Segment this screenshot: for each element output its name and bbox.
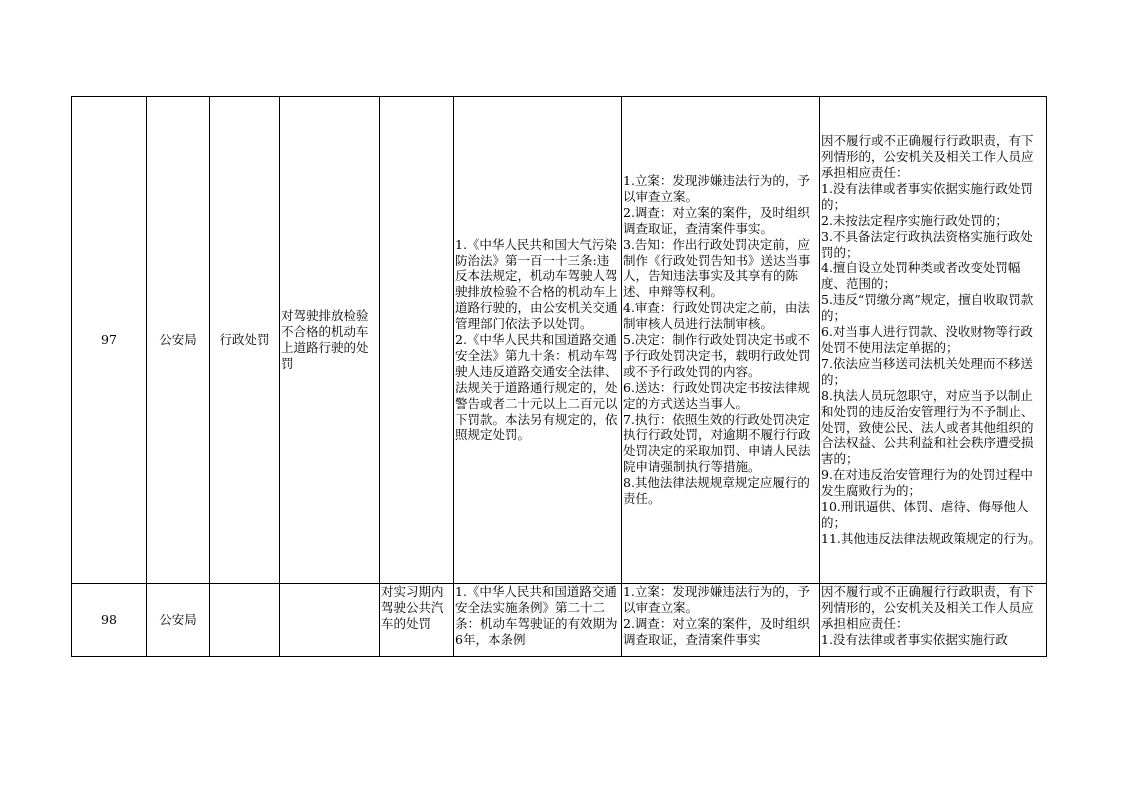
process-cell — [622, 584, 820, 657]
department-cell: 公安局 — [147, 584, 210, 657]
item-name-text: 对驾驶排放检验不合格的机动车上道路行驶的处罚 — [281, 308, 369, 371]
table-row — [72, 97, 1047, 584]
subitem-text: 对实习期内驾驶公共汽车的处罚 — [381, 584, 444, 631]
liability-cell — [820, 97, 1047, 584]
legal-basis-cell — [454, 584, 622, 657]
process-cell — [622, 97, 820, 584]
liability-text: 因不履行或不正确履行行政职责，有下列情形的，公安机关及相关工作人员应承担相应责任： 1.没有法律或者事实依据实施行政处罚的； 2.未按法定程序实施行政处罚的； 3.不具备法定行政执法资格实施行政处罚的； 4.擅自设立处罚种类或者改变处罚幅度、范围的； 5.违反“罚缴分离”规定，擅自收取罚款的； 6.对当事人进行罚款、没收财物等行政处罚不使用法定单据的； 7.依法应当移送司法机关处理而不移送的； 8.执法人员玩忽职守，对应当予以制止和处罚的违反治安管理行为不予制止、处罚，致使公民、法人或者其他组织的合法权益、公共利益和社会秩序遭受损害的； 9.在对违反治安管理行为的处罚过程中发生腐败行为的； 10.刑讯逼供、体罚、虐待、侮辱他人的； 11.其他违反法律法规政策规定的行为。 — [821, 133, 1041, 546]
subitem-cell — [380, 97, 454, 584]
row-number-cell: 97 — [72, 97, 147, 584]
legal-basis-text: 1.《中华人民共和国道路交通安全法实施条例》第二十二条：机动车驾驶证的有效期为6年，本条例 — [455, 584, 618, 647]
item-name-cell — [280, 584, 380, 657]
process-text: 1.立案：发现涉嫌违法行为的，予以审查立案。 2.调查：对立案的案件，及时组织调查取证，查清案件事实。 3.告知：作出行政处罚决定前，应制作《行政处罚告知书》送达当事人，告知违法事实及其享有的陈述、申辩等权利。 4.审查：行政处罚决定之前，由法制审核人员进行法制审核。 5.决定：制作行政处罚决定书或不予行政处罚决定书，载明行政处罚或不予行政处罚的内容。 6.送达：行政处罚决定书按法律规定的方式送达当事人。 7.执行：依照生效的行政处罚决定执行行政处罚，对逾期不履行行政处罚决定的采取加罚、申请人民法院申请强制执行等措施。 8.其他法律法规规章规定应履行的责任。 — [623, 172, 811, 507]
table-row — [72, 584, 1047, 657]
row-number-cell: 98 — [72, 584, 147, 657]
process-text: 1.立案：发现涉嫌违法行为的，予以审查立案。 2.调查：对立案的案件，及时组织调查取证，查清案件事实 — [623, 584, 810, 647]
subitem-cell — [380, 584, 454, 657]
liability-cell — [820, 584, 1047, 657]
power-list-table — [71, 96, 1047, 657]
category-cell: 行政处罚 — [210, 97, 280, 584]
legal-basis-text: 1.《中华人民共和国大气污染防治法》第一百一十三条:违反本法规定，机动车驾驶人驾驶排放检验不合格的机动车上道路行驶的，由公安机关交通管理部门依法予以处罚。 2.《中华人民共和国道路交通安全法》第九十条：机动车驾驶人违反道路交通安全法律、法规关于道路通行规定的，处警告或者二十元以上二百元以下罚款。本法另有规定的，依照规定处罚。 — [455, 236, 618, 443]
legal-basis-cell — [454, 97, 622, 584]
department-cell: 公安局 — [147, 97, 210, 584]
liability-text: 因不履行或不正确履行行政职责，有下列情形的，公安机关及相关工作人员应承担相应责任： 1.没有法律或者事实依据实施行政 — [821, 584, 1034, 647]
category-cell — [210, 584, 280, 657]
item-name-cell — [280, 97, 380, 584]
